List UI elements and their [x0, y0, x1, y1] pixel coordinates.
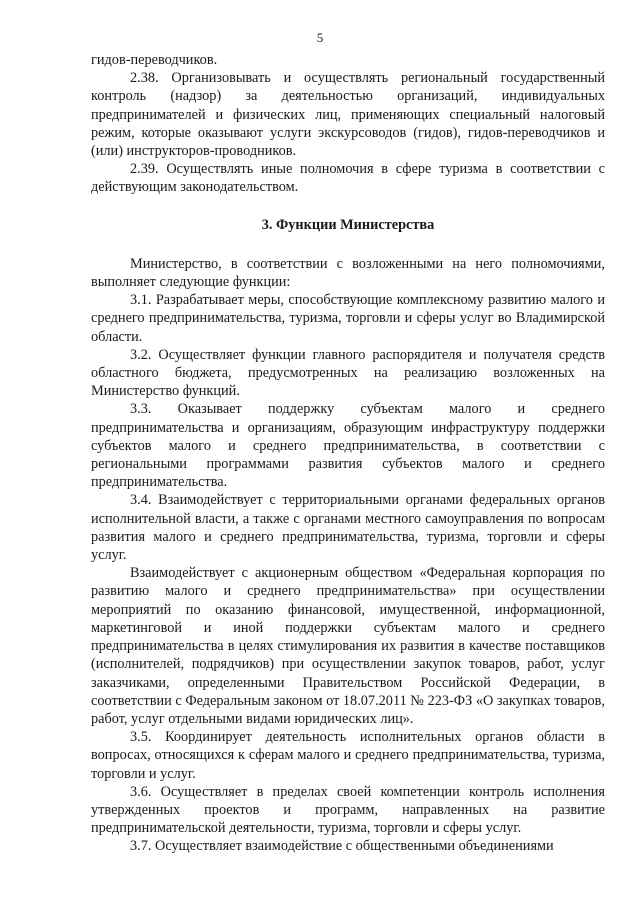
paragraph-2-39: 2.39. Осуществлять иные полномочия в сфере туризма в соответствии с действующим законодательством.	[91, 161, 605, 196]
paragraph-continuation: гидов-переводчиков.	[91, 52, 218, 68]
paragraph-3-2: 3.2. Осуществляет функции главного распорядителя и получателя средств областного бюджета, предусмотренных на реализацию возложенных на Министерство функций.	[91, 346, 605, 400]
paragraph-intro: Министерство, в соответствии с возложенными на него полномочиями, выполняет следующие функции:	[91, 255, 605, 291]
page-number: 5	[316, 30, 324, 45]
paragraph-3-7: 3.7. Осуществляет взаимодействие с общественными объединениями	[130, 838, 554, 855]
document-body	[91, 51, 605, 856]
paragraph-2-38: 2.38. Организовывать и осуществлять региональный государственный контроль (надзор) за деятельностью организаций, индивидуальных предпринимателей и физических лиц, применяющих специальный налоговый режим, которые оказывают услуги экскурсоводов (гидов), гидов-переводчиков и (или) инструкторов-проводников.	[91, 70, 605, 160]
paragraph-3-3: 3.3. Оказывает поддержку субъектам малого и среднего предпринимательства и организациям, образующим инфраструктуру поддержки субъектов малого и среднего предпринимательства, в соответствии с региональными программами развития субъектов малого и среднего предпринимательства.	[91, 401, 605, 491]
paragraph-3-6: 3.6. Осуществляет в пределах своей компетенции контроль исполнения утвержденных проектов и программ, направленных на развитие предпринимательской деятельности, туризма, торговли и сферы услуг.	[91, 783, 605, 837]
paragraph-3-5: 3.5. Координирует деятельность исполнительных органов области в вопросах, относящихся к сферам малого и среднего предпринимательства, туризма, торговли и услуг.	[91, 729, 605, 782]
section-heading: 3. Функции Министерства	[261, 216, 435, 233]
paragraph-3-4: 3.4. Взаимодействует с территориальными органами федеральных органов исполнительной власти, а также с органами местного самоуправления по вопросам развития малого и среднего предпринимательства, туризма, торговли и сферы услуг.	[91, 492, 605, 564]
paragraph-3-1: 3.1. Разрабатывает меры, способствующие комплексному развитию малого и среднего предпринимательства, туризма, торговли и сферы услуг во Владимирской области.	[91, 292, 605, 345]
paragraph-3-4-continued: Взаимодействует с акционерным обществом «Федеральная корпорация по развитию малого и среднего предпринимательства» при осуществлении мероприятий по оказанию финансовой, имущественной, информационной, маркетинговой и иной поддержки субъектам малого и среднего предпринимательства в целях стимулирования их развития в качестве поставщиков (исполнителей, подрядчиков) при осуществлении закупок товаров, работ, услуг заказчиками, определенными Правительством Российской Федерации, в соответствии с Федеральным законом от 18.07.2011 № 223-ФЗ «О закупках товаров, работ, услуг отдельными видами юридических лиц».	[91, 565, 605, 727]
